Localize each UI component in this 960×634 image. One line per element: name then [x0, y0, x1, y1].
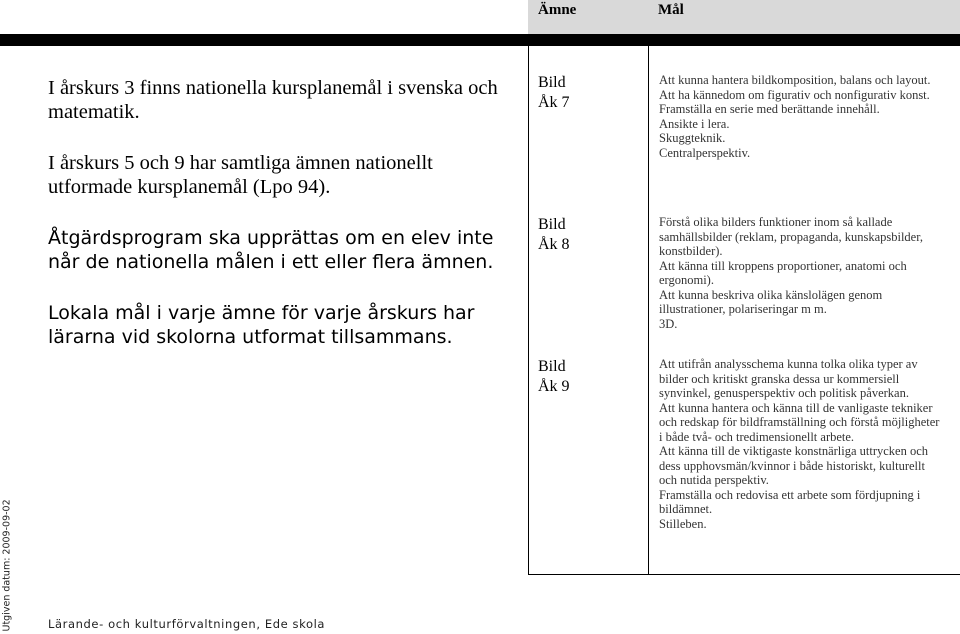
paragraph-arskurs-5-9: I årskurs 5 och 9 har samtliga ämnen nationellt utformade kursplanemål (Lpo 94).: [48, 152, 433, 198]
goal-item: Att kunna hantera och känna till de vanligaste tekniker och redskap för bildframställning och förstå möjligheter i både två- och tredimensionellt arbete.: [659, 400, 940, 444]
subject-cell: [538, 215, 570, 255]
paragraph-lokala-mal: Lokala mål i varje ämne för varje årskurs har lärarna vid skolorna utformat tillsammans.: [48, 302, 475, 348]
subject-grade: Åk 7: [538, 94, 570, 111]
column-header-mal: Mål: [658, 2, 684, 18]
subject-cell: [538, 73, 570, 113]
paragraph-arskurs-3: I årskurs 3 finns nationella kursplanemål i svenska och matematik.: [48, 77, 498, 123]
goal-item: Framställa en serie med berättande innehåll.: [659, 102, 880, 116]
footer-organization: Lärande- och kulturförvaltningen, Ede skola: [48, 617, 326, 631]
header-divider-bar: [0, 34, 960, 46]
subject-grade: Åk 9: [538, 378, 570, 395]
goal-item: Att ha kännedom om figurativ och nonfigurativ konst.: [659, 87, 930, 102]
paragraph-atgardsprogram: Åtgärdsprogram ska upprättas om en elev inte når de nationella målen i ett eller flera ämnen.: [48, 227, 494, 273]
left-text-block: [48, 76, 503, 376]
table-column-divider: [648, 46, 649, 575]
goals-cell: [659, 215, 944, 331]
table-header: [528, 0, 960, 34]
goal-item: Att kunna hantera bildkomposition, balans och layout.: [659, 73, 931, 87]
goal-item: Förstå olika bilders funktioner inom så kallade samhällsbilder (reklam, propaganda, kunskapsbilder, konstbilder).: [659, 215, 924, 258]
goal-item: 3D.: [659, 316, 678, 331]
subject-name: Bild: [538, 74, 566, 91]
column-header-amne: Ämne: [538, 2, 577, 18]
vertical-publication-date: Utgiven datum: 2009-09-02: [1, 499, 13, 632]
subject-cell: [538, 357, 570, 397]
goal-item: Ansikte i lera.: [659, 116, 730, 131]
goal-item: Skuggteknik.: [659, 131, 726, 145]
goal-item: Centralperspektiv.: [659, 145, 751, 160]
goal-item: Att känna till de viktigaste konstnärliga uttrycken och dess upphovsmän/kvinnor i både historiskt, kulturellt och nutida perspektiv.: [659, 444, 929, 487]
goal-item: Att känna till kroppens proportioner, anatomi och ergonomi).: [659, 258, 907, 287]
subject-name: Bild: [538, 358, 566, 375]
subject-grade: Åk 8: [538, 236, 570, 253]
goal-item: Att kunna beskriva olika känslolägen genom illustrationer, polariseringar m m.: [659, 287, 883, 316]
goal-item: Stilleben.: [659, 516, 707, 531]
subject-name: Bild: [538, 216, 566, 233]
goals-cell: [659, 73, 944, 160]
goals-cell: [659, 357, 944, 531]
goal-item: Framställa och redovisa ett arbete som fördjupning i bildämnet.: [659, 487, 921, 516]
goal-item: Att utifrån analysschema kunna tolka olika typer av bilder och kritiskt granska dessa ur kommersiell synvinkel, genusperspektiv och politisk påverkan.: [659, 357, 918, 400]
